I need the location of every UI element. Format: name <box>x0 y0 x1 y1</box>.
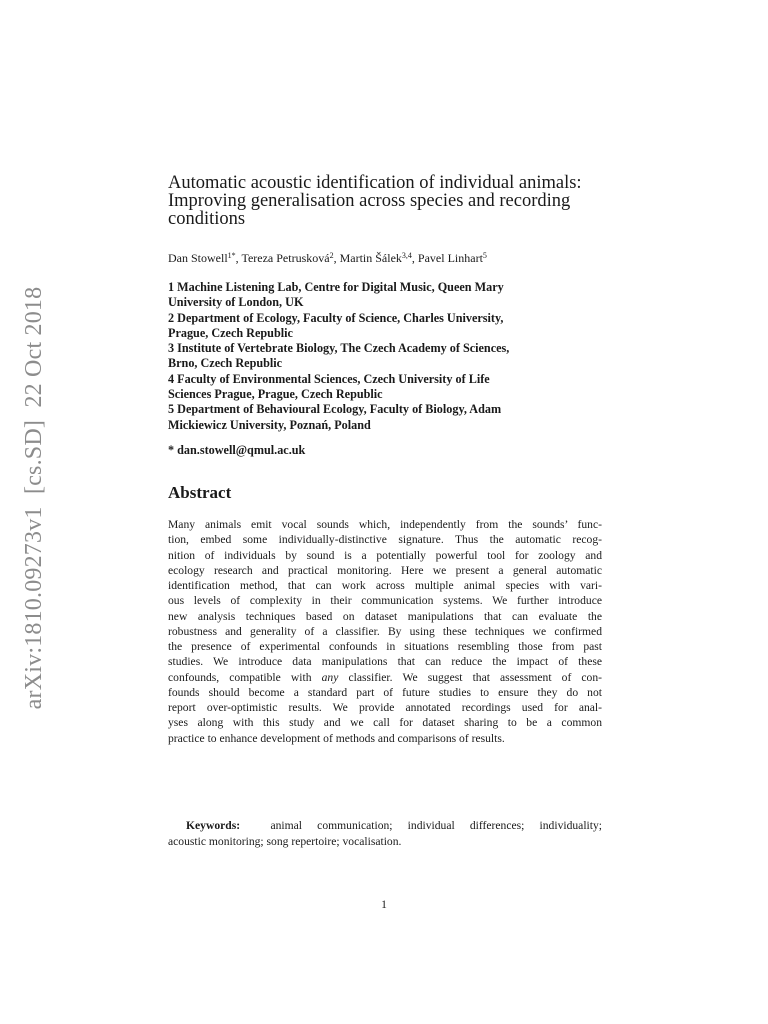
corresponding-author-email[interactable]: * dan.stowell@qmul.ac.uk <box>168 442 306 457</box>
affiliation-line: 4 Faculty of Environmental Sciences, Czech University of Life <box>168 371 490 386</box>
author-name: Dan Stowell <box>168 251 228 265</box>
affiliation-list <box>168 280 602 433</box>
author-affiliation-marker: 1* <box>227 251 236 260</box>
author-separator: , <box>411 251 418 265</box>
affiliation-line: 2 Department of Ecology, Faculty of Science, Charles University, <box>168 310 504 325</box>
affiliation-line: Mickiewicz University, Poznań, Poland <box>168 417 371 432</box>
abstract-line: ecology research and practical monitoring. Here we present a general automatic <box>168 563 602 577</box>
abstract-line: confounds, compatible with any classifier. We suggest that assessment of con- <box>168 670 603 684</box>
keywords-section <box>168 818 602 850</box>
abstract-line: tion, embed some individually-distinctive signature. Thus the automatic recog- <box>168 533 602 547</box>
abstract-line: report over-optimistic results. We provide annotated recordings used for anal- <box>168 701 602 715</box>
paper-front-matter <box>168 174 602 746</box>
affiliation-line: Brno, Czech Republic <box>168 356 283 371</box>
author-affiliation-marker: 3,4 <box>401 251 412 260</box>
author-name: Martin Šálek <box>339 251 402 265</box>
abstract-line: identification method, that can work across multiple animal species with vari- <box>168 579 602 593</box>
author-name: Pavel Linhart <box>417 251 483 265</box>
abstract-line: new analysis techniques based on dataset manipulations that can evaluate the <box>168 609 602 623</box>
abstract-line: founds should become a standard part of future studies to ensure they do not <box>168 685 602 699</box>
abstract-line: robustness and generality of a classifier. By using these techniques we confirmed <box>168 624 602 638</box>
author-separator: , <box>333 251 340 265</box>
affiliation-line: Sciences Prague, Prague, Czech Republic <box>168 387 383 402</box>
title-line: Automatic acoustic identification of individual animals: <box>168 173 582 193</box>
title-line: conditions <box>168 209 246 229</box>
author-separator: , <box>235 251 242 265</box>
author-name: Tereza Petrusková <box>241 251 330 265</box>
abstract-text <box>168 517 602 746</box>
affiliation-line: 1 Machine Listening Lab, Centre for Digital Music, Queen Mary <box>168 280 504 294</box>
affiliation-line: Prague, Czech Republic <box>168 325 293 340</box>
arxiv-identifier-stamp[interactable]: arXiv:1810.09273v1 [cs.SD] 22 Oct 2018 <box>21 286 47 710</box>
emphasis-text: any <box>321 670 339 684</box>
author-affiliation-marker: 2 <box>329 251 334 260</box>
abstract-line: practice to enhance development of methods and comparisons of results. <box>168 731 505 745</box>
affiliation-line: University of London, UK <box>168 295 304 310</box>
abstract-line: ous levels of complexity in their communication systems. We further introduce <box>168 594 602 608</box>
abstract-line: yses along with this study and we call for dataset sharing to be a common <box>168 716 602 730</box>
abstract-heading: Abstract <box>168 482 232 502</box>
keywords-label: Keywords: <box>186 819 241 832</box>
author-affiliation-marker: 5 <box>482 251 487 260</box>
keywords-line: acoustic monitoring; song repertoire; vocalisation. <box>168 835 402 848</box>
author-list <box>168 251 602 266</box>
abstract-line: nition of individuals by sound is a potentially powerful tool for zoology and <box>168 548 602 562</box>
abstract-line: Many animals emit vocal sounds which, independently from the sounds’ func- <box>168 518 602 532</box>
affiliation-line: 5 Department of Behavioural Ecology, Faculty of Biology, Adam <box>168 402 502 417</box>
abstract-line: studies. We introduce data manipulations that can reduce the impact of these <box>168 655 602 669</box>
title-line: Improving generalisation across species and recording <box>168 191 571 211</box>
keywords-text: animal communication; individual differences; individuality; <box>270 819 603 832</box>
page-number: 1 <box>381 898 387 911</box>
keywords-line <box>168 818 602 834</box>
abstract-line: the presence of experimental confounds in situations resembling those from past <box>168 640 602 654</box>
paper-title <box>168 174 602 228</box>
affiliation-line: 3 Institute of Vertebrate Biology, The Czech Academy of Sciences, <box>168 341 510 356</box>
